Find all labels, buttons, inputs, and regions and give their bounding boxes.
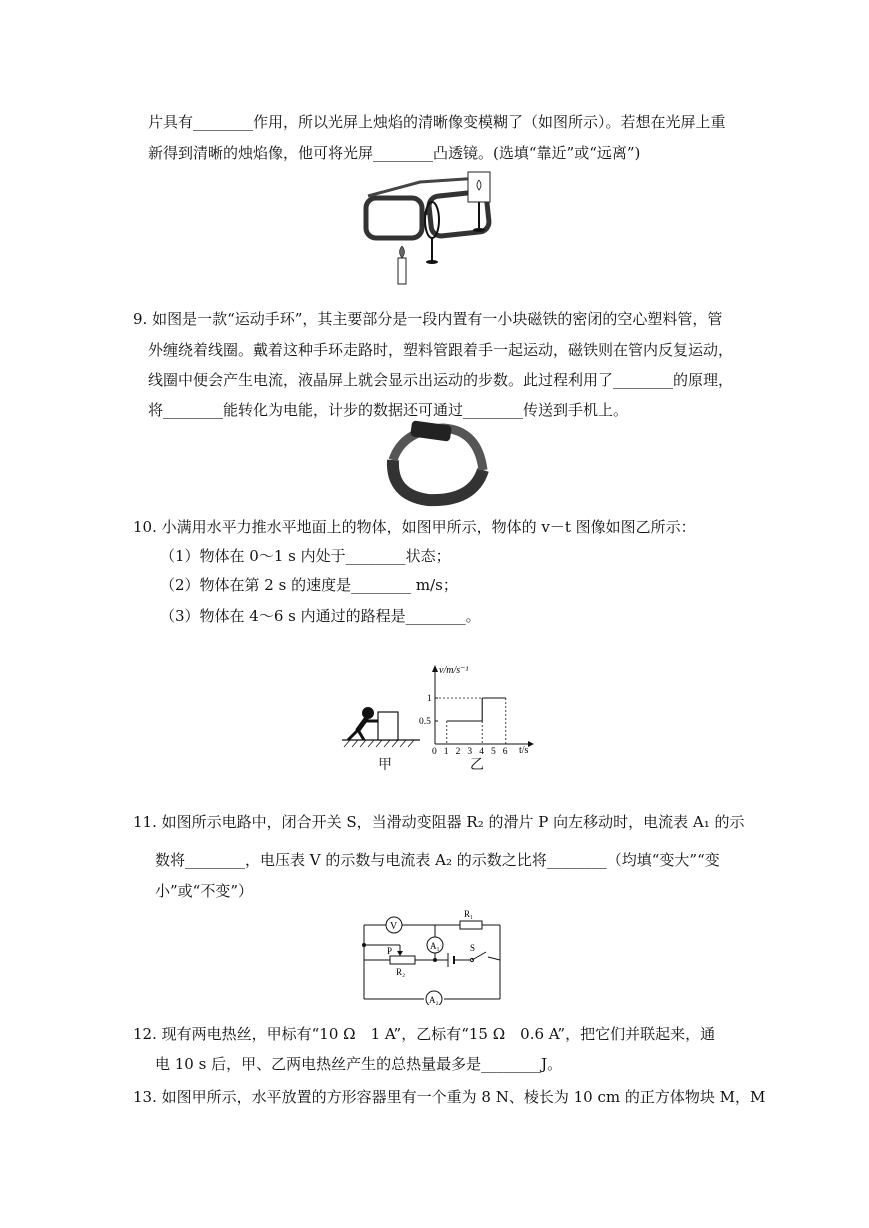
x-tick-label: 4: [479, 747, 484, 755]
q13-line-1: 13. 如图甲所示，水平放置的方形容器里有一个重为 8 N、棱长为 10 cm 的正方体物块 M，M: [133, 1088, 766, 1106]
a2-label: A₂: [429, 995, 439, 1005]
q9-line-3: 线圈中便会产生电流，液晶屏上就会显示出运动的步数。此过程利用了________的原理，: [148, 371, 734, 389]
y-axis-arrow: [432, 665, 438, 672]
q9-line-1: 9. 如图是一款“运动手环”，其主要部分是一段内置有一小块磁铁的密闭的空心塑料管，管: [133, 310, 723, 328]
switch-label: S: [470, 943, 476, 953]
rheostat-r2: [390, 956, 415, 964]
x-tick-label: 0: [432, 747, 437, 755]
q10-sub-1: （1）物体在 0～1 s 内处于________状态；: [160, 547, 451, 565]
slider-p-label: P: [387, 946, 393, 956]
x-tick-label: 3: [467, 747, 473, 755]
vt-graph: [415, 660, 540, 755]
q11-line-2: 数将________，电压表 V 的示数与电流表 A₂ 的示数之比将________（均填“变大”“变: [155, 851, 720, 869]
q12-line-1: 12. 现有两电热丝，甲标有“10 Ω 1 A”，乙标有“15 Ω 0.6 A”，把它们并联起来，通: [133, 1025, 716, 1043]
q10-sub-2: （2）物体在第 2 s 的速度是________ m/s；: [160, 576, 458, 594]
ground-hatch: [342, 740, 420, 747]
q10-sub-3: （3）物体在 4～6 s 内通过的路程是________。: [160, 607, 481, 625]
a1-label: A₁: [430, 941, 440, 951]
circuit-wires: [364, 925, 500, 999]
q9-line-2: 外缠绕着线圈。戴着这种手环走路时，塑料管跟着手一起运动，磁铁则在管内反复运动，: [148, 341, 734, 359]
q11-line-1: 11. 如图所示电路中，闭合开关 S，当滑动变阻器 R₂ 的滑片 P 向左移动时，电流表 A₁ 的示: [133, 813, 745, 831]
junction-dot: [362, 943, 366, 947]
x-axis-label: t/s: [519, 745, 529, 755]
q8-line-1: 片具有________作用，所以光屏上烛焰的清晰像变模糊了（如图所示）。若想在光屏上重: [148, 113, 726, 131]
fig-label-yi: 乙: [470, 757, 484, 773]
fig-label-jia: 甲: [378, 757, 392, 773]
circuit-diagram: [360, 905, 506, 1005]
y-tick-label: 1: [427, 694, 432, 704]
x-axis-arrow: [528, 741, 534, 747]
x-tick-label: 6: [502, 747, 508, 755]
r1-label: R₁: [464, 909, 474, 919]
x-tick-label: 5: [491, 747, 496, 755]
resistor-r1: [460, 921, 482, 929]
switch-s: [472, 952, 486, 960]
y-tick-label: 0.5: [419, 717, 431, 727]
r2-label: R₂: [396, 967, 406, 977]
q9-line-4: 将________能转化为电能，计步的数据还可通过________传送到手机上。: [148, 401, 629, 419]
x-tick-label: 1: [443, 747, 449, 755]
slider-p-arrow: [397, 951, 403, 956]
fitness-band-image: [393, 420, 483, 500]
q12-line-2: 电 10 s 后，甲、乙两电热丝产生的总热量最多是________J。: [155, 1055, 563, 1073]
fitness-band-figure: [383, 420, 493, 512]
y-axis-label: v/m/s⁻¹: [439, 665, 469, 676]
candle-image: [398, 246, 406, 284]
pushing-figure: [338, 700, 423, 748]
voltmeter-label: V: [390, 921, 398, 932]
x-tick-label: 2: [455, 747, 461, 755]
glasses-lens-figure: [360, 168, 500, 288]
pushed-block: [378, 712, 398, 740]
q10-line-1: 10. 小满用水平力推水平地面上的物体，如图甲所示，物体的 v－t 图像如图乙所示：: [133, 518, 696, 536]
junction-dot: [433, 958, 437, 962]
q8-line-2: 新得到清晰的烛焰像，他可将光屏________凸透镜。(选填“靠近”或“远离”): [148, 144, 641, 162]
person-icon: [348, 707, 378, 740]
q11-line-3: 小”或“不变”）: [155, 882, 254, 900]
